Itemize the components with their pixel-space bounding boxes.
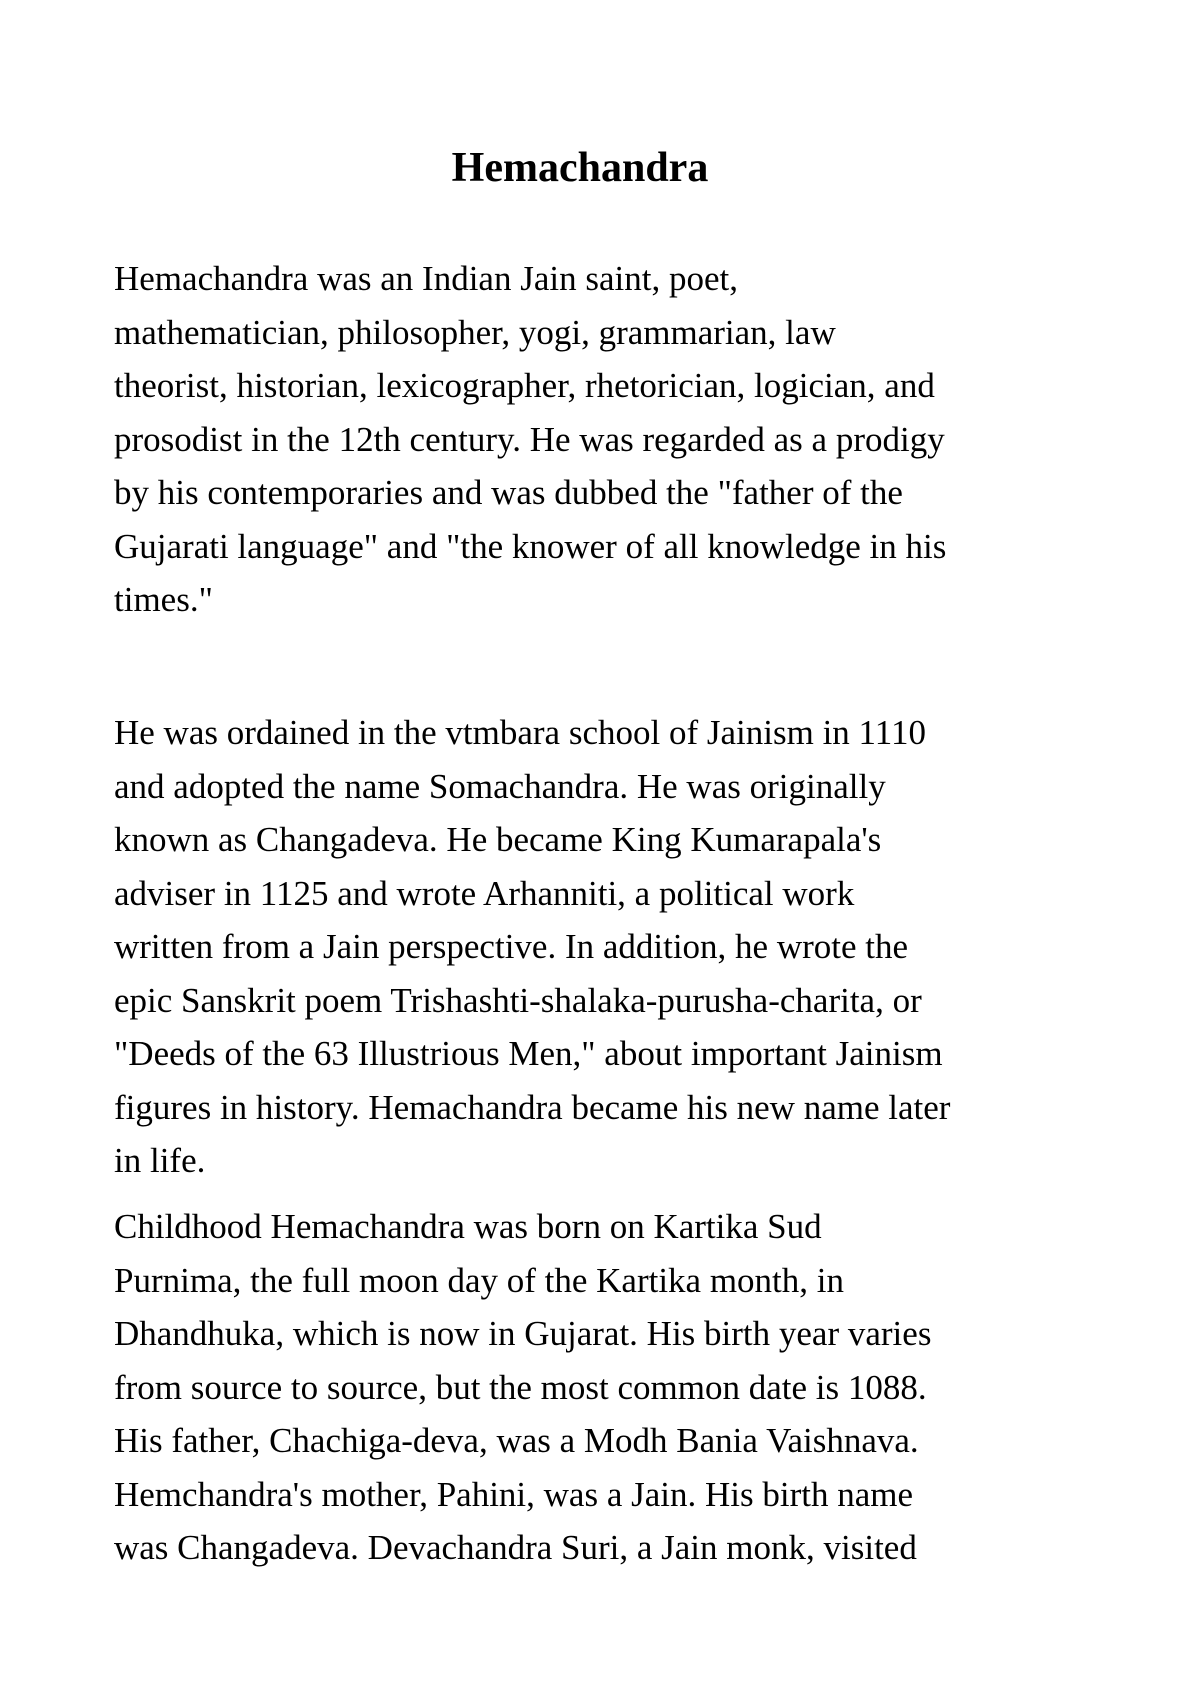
- text-line: Purnima, the full moon day of the Kartika month, in: [114, 1260, 845, 1300]
- text-line: figures in history. Hemachandra became his new name later: [114, 1087, 951, 1127]
- text-line: times.": [114, 580, 213, 619]
- text-line: He was ordained in the vtmbara school of Jainism in 1110: [114, 713, 926, 752]
- text-line: from source to source, but the most common date is 1088.: [114, 1367, 927, 1407]
- text-line: written from a Jain perspective. In addition, he wrote the: [114, 927, 909, 966]
- text-line: theorist, historian, lexicographer, rhetorician, logician, and: [114, 366, 935, 405]
- text-line: epic Sanskrit poem Trishashti-shalaka-purusha-charita, or: [114, 980, 922, 1020]
- text-line: adviser in 1125 and wrote Arhanniti, a political work: [114, 873, 855, 913]
- paragraph-intro: [114, 252, 1104, 627]
- text-line: His father, Chachiga-deva, was a Modh Bania Vaishnava.: [114, 1421, 919, 1460]
- text-line: Childhood Hemachandra was born on Kartika Sud: [114, 1207, 822, 1246]
- page-title: Hemachandra: [451, 145, 709, 191]
- text-line: Dhandhuka, which is now in Gujarat. His birth year varies: [114, 1314, 932, 1353]
- text-line: prosodist in the 12th century. He was regarded as a prodigy: [114, 419, 945, 459]
- text-line: mathematician, philosopher, yogi, grammarian, law: [114, 312, 836, 352]
- text-line: was Changadeva. Devachandra Suri, a Jain monk, visited: [114, 1528, 917, 1567]
- text-line: "Deeds of the 63 Illustrious Men," about important Jainism: [114, 1034, 943, 1073]
- text-line: and adopted the name Somachandra. He was originally: [114, 766, 886, 806]
- text-line: Gujarati language" and "the knower of all knowledge in his: [114, 526, 947, 566]
- text-line: known as Changadeva. He became King Kumarapala's: [114, 820, 882, 859]
- text-line: Hemchandra's mother, Pahini, was a Jain. His birth name: [114, 1474, 914, 1514]
- paragraph-childhood: [114, 1200, 1104, 1575]
- text-line: by his contemporaries and was dubbed the "father of the: [114, 473, 903, 512]
- text-line: Hemachandra was an Indian Jain saint, poet,: [114, 259, 738, 298]
- text-line: in life.: [114, 1141, 206, 1180]
- paragraph-ordination: [114, 706, 1104, 1188]
